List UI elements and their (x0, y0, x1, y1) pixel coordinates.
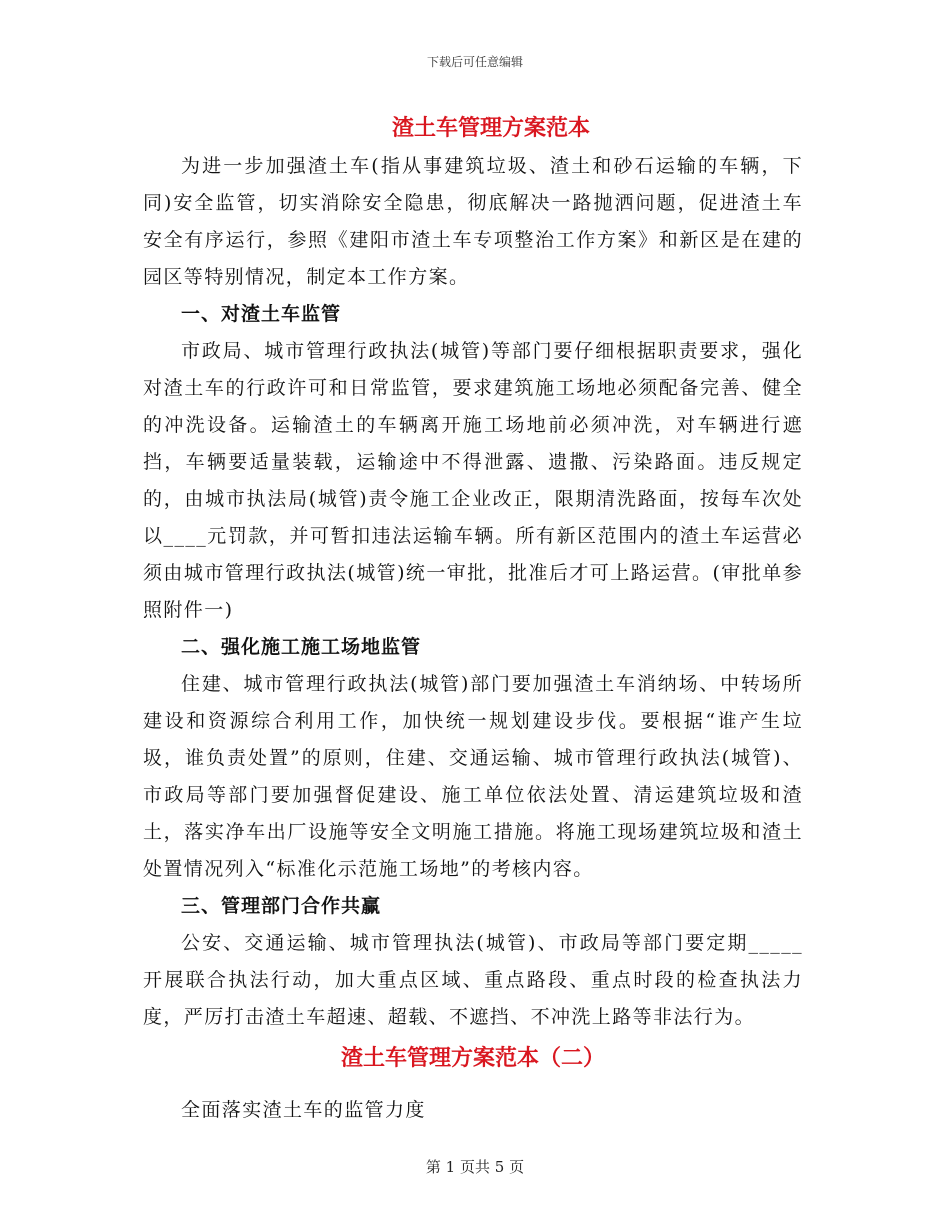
section-heading-2: 二、强化施工施工场地监管 (181, 636, 422, 658)
document-title: 渣土车管理方案范本 (391, 115, 590, 141)
intro-paragraph-2: 全面落实渣土车的监管力度 (181, 1099, 426, 1121)
page-footer-number: 第 1 页共 5 页 (425, 1158, 525, 1176)
page-header-note: 下载后可任意编辑 (426, 55, 523, 69)
section-body-1: 市政局、城市管理行政执法(城管)等部门要仔细根据职责要求，强化对渣土车的行政许可和日常监管，要求建筑施工场地必须配备完善、健全的冲洗设备。运输渣土的车辆离开施工场地前必须冲洗，对车辆进行遮挡，车辆要适量装载，运输途中不得泄露、遗撒、污染路面。违反规定的，由城市执法局(城管)责令施工企业改正，限期清洗路面，按每车次处以____元罚款，并可暂扣违法运输车辆。所有新区范围内的渣土车运营必须由城市管理行政执法(城管)统一审批，批准后才可上路运营。(审批单参照附件一) (143, 340, 803, 621)
document-title-2: 渣土车管理方案范本（二） (340, 1045, 605, 1071)
section-body-3: 公安、交通运输、城市管理执法(城管)、市政局等部门要定期_____开展联合执法行动，加大重点区域、重点路段、重点时段的检查执法力度，严厉打击渣土车超速、超载、不遮挡、不冲洗上路等非法行为。 (143, 932, 803, 1028)
intro-paragraph: 为进一步加强渣土车(指从事建筑垃圾、渣土和砂石运输的车辆，下同)安全监管，切实消除安全隐患，彻底解决一路抛洒问题，促进渣土车安全有序运行，参照《建阳市渣土车专项整治工作方案》和新区是在建的园区等特别情况，制定本工作方案。 (143, 155, 803, 288)
section-heading-1: 一、对渣土车监管 (181, 303, 342, 325)
section-heading-3: 三、管理部门合作共赢 (181, 895, 382, 917)
document-body (143, 108, 803, 1129)
section-body-2: 住建、城市管理行政执法(城管)部门要加强渣土车消纳场、中转场所建设和资源综合利用工作，加快统一规划建设步伐。要根据“谁产生垃圾，谁负责处置”的原则，住建、交通运输、城市管理行政执法(城管)、市政局等部门要加强督促建设、施工单位依法处置、清运建筑垃圾和渣土，落实净车出厂设施等安全文明施工措施。将施工现场建筑垃圾和渣土处置情况列入“标准化示范施工场地”的考核内容。 (143, 673, 803, 880)
